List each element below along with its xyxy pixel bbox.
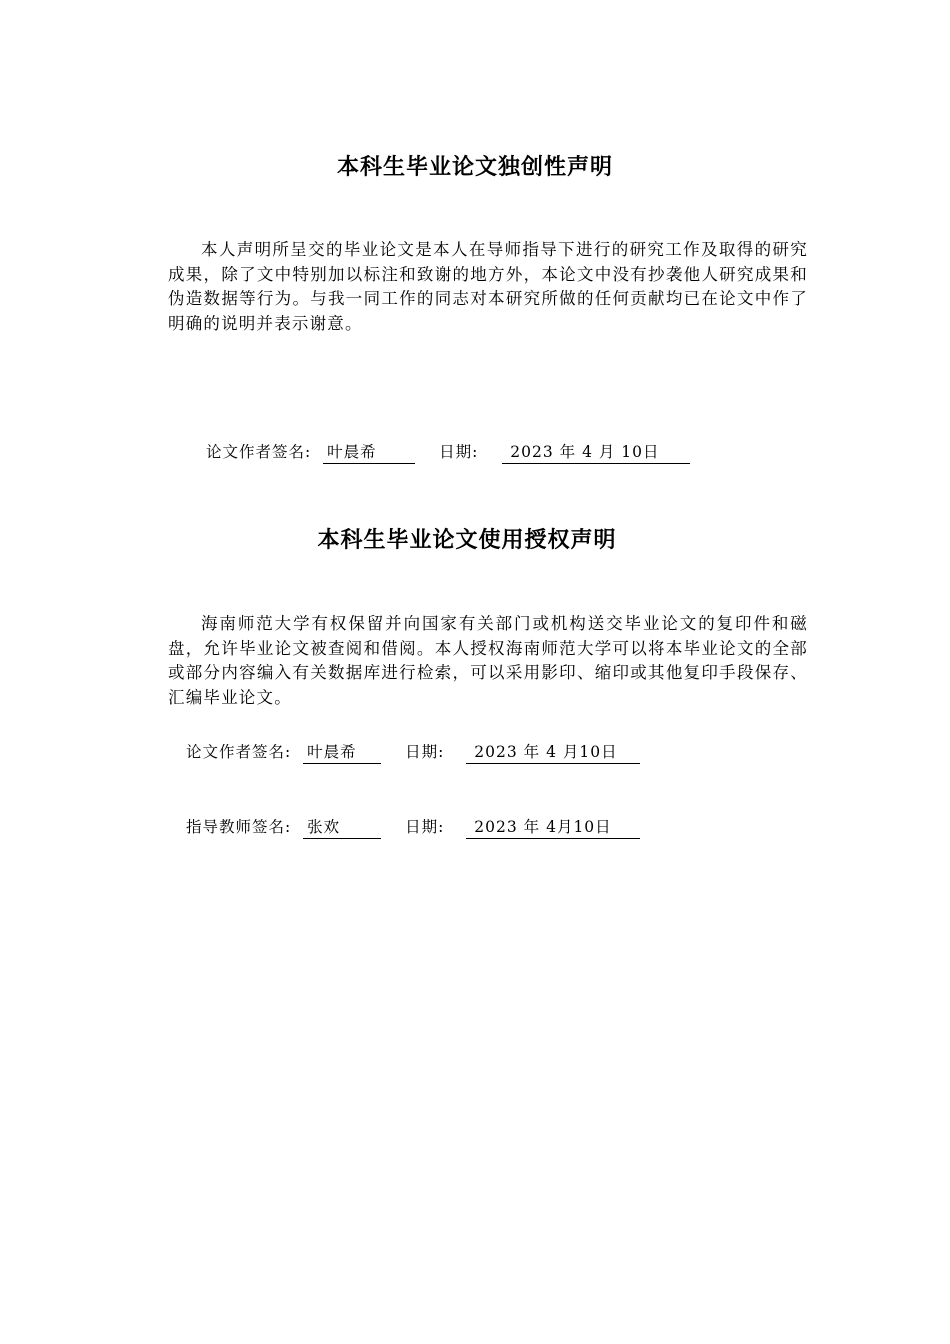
authorization-body: 海南师范大学有权保留并向国家有关部门或机构送交毕业论文的复印件和磁盘，允许毕业论文被查阅和借阅。本人授权海南师范大学可以将本毕业论文的全部或部分内容编入有关数据库进行检索，可以采用影印、缩印或其他复印手段保存、汇编毕业论文。 (168, 614, 808, 707)
author-signature-label: 论文作者签名: (186, 743, 292, 761)
advisor-signature-label: 指导教师签名: (186, 818, 292, 836)
authorization-author-signature-line (186, 740, 640, 764)
advisor-signature-line (186, 815, 640, 839)
author-signature-value: 叶晨希 (303, 740, 381, 764)
date-label: 日期: (439, 443, 479, 461)
date-value: 2023 年 4 月 10日 (502, 440, 690, 464)
originality-body: 本人声明所呈交的毕业论文是本人在导师指导下进行的研究工作及取得的研究成果，除了文中特别加以标注和致谢的地方外，本论文中没有抄袭他人研究成果和伪造数据等行为。与我一同工作的同志对本研究所做的任何贡献均已在论文中作了明确的说明并表示谢意。 (168, 240, 808, 333)
date-value: 2023 年 4 月10日 (466, 740, 640, 764)
authorization-title: 本科生毕业论文使用授权声明 (317, 528, 617, 553)
date-label: 日期: (405, 818, 445, 836)
originality-signature-line (206, 440, 690, 464)
originality-title: 本科生毕业论文独创性声明 (336, 155, 613, 180)
author-signature-label: 论文作者签名: (206, 443, 312, 461)
author-signature-value: 叶晨希 (323, 440, 415, 464)
date-label: 日期: (405, 743, 445, 761)
advisor-signature-value: 张欢 (303, 815, 381, 839)
date-value: 2023 年 4月10日 (466, 815, 640, 839)
